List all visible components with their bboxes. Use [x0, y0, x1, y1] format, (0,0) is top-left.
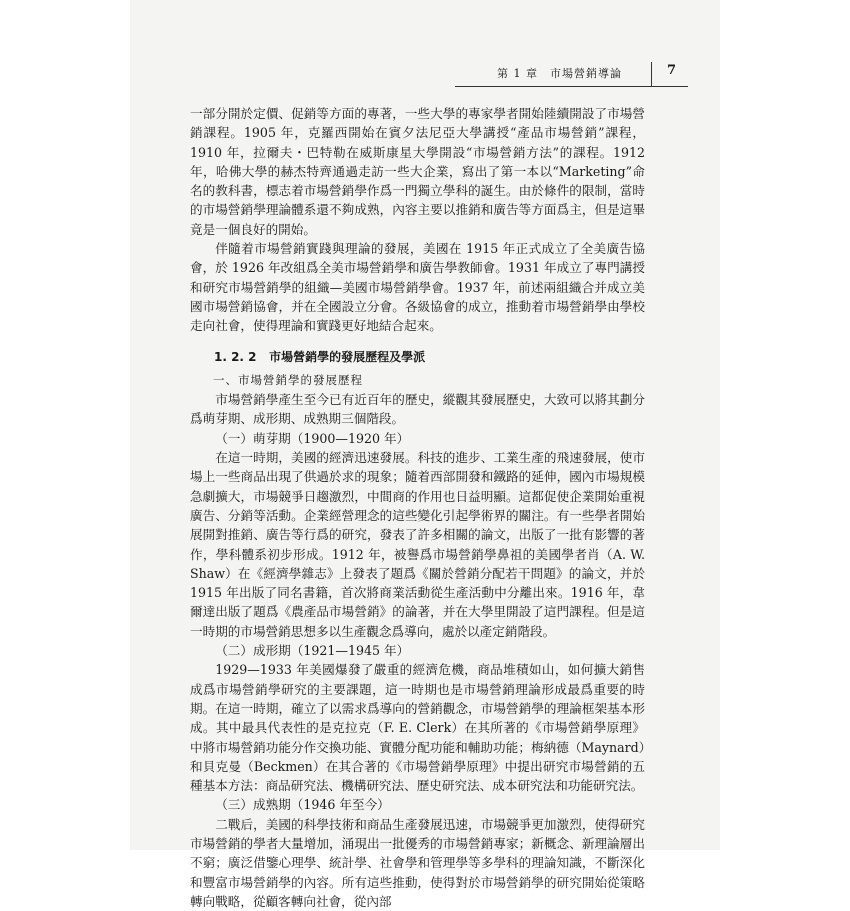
section-title: 市場營銷學的發展歷程及學派 — [269, 349, 426, 364]
section-heading — [214, 348, 645, 367]
period-heading: （二）成形期（1921—1945 年） — [215, 643, 410, 659]
running-header — [455, 62, 688, 87]
paragraph: 二戰后，美國的科學技術和商品生產發展迅速，市場競爭更加激烈，使得研究市場營銷的學者大量增加，涌現出一批優秀的市場營銷專家；新概念、新理論層出不窮；廣泛借鑒心理學、統計學、社會學和管理學等多學科的理論知識，不斷深化和豐富市場營銷學的內容。所有這些推動，使得對於市場營銷學的研究開始從策略轉向戰略，從顧客轉向社會，從內部 — [190, 816, 645, 909]
chapter-title: 第 1 章 市場營銷導論 — [497, 67, 622, 80]
paragraph: 1929—1933 年美國爆發了嚴重的經濟危機，商品堆積如山，如何擴大銷售成爲市場營銷學研究的主要課題，這一時期也是市場營銷理論形成最爲重要的時期。在這一時期，確立了以需求爲導向的營銷觀念，市場營銷學的理論框架基本形成。其中最具代表性的是克拉克（F. E. Clerk）在其所著的《市場營銷學原理》中將市場營銷功能分作交換功能、實體分配功能和輔助功能；梅納德（Maynard）和貝克曼（Beckmen）在其合著的《市場營銷學原理》中提出研究市場營銷的五種基本方法：商品研究法、機構研究法、歷史研究法、成本研究法和功能研究法。 — [190, 662, 645, 794]
subsection-heading: 一、市場營銷學的發展歷程 — [213, 372, 363, 387]
header-divider — [651, 62, 652, 86]
page-number: 7 — [666, 63, 676, 78]
paragraph: 伴隨着市場營銷實踐與理論的發展，美國在 1915 年正式成立了全美廣告協會，於 1926 年改組爲全美市場營銷學和廣告學教師會。1931 年成立了專門講授和研究市場營銷學的組織—美國市場營銷學會。1937 年，前述兩組織合并成立美國市場營銷協會，并在全國設立分會。各級協會的成立，推動着市場營銷學由學校走向社會，使得理論和實踐更好地結合起來。 — [190, 241, 645, 334]
period-heading: （一）萌芽期（1900—1920 年） — [215, 430, 410, 446]
period-heading: （三）成熟期（1946 年至今） — [215, 797, 390, 813]
section-number: 1. 2. 2 — [214, 349, 257, 364]
paragraph: 在這一時期，美國的經濟迅速發展。科技的進步、工業生產的飛速發展，使市場上一些商品出現了供過於求的現象；隨着西部開發和鐵路的延伸，國內市場規模急劇擴大，市場競爭日趨激烈，中間商的作用也日益明顯。這都促使企業開始重視廣告、分銷等活動。企業經營理念的這些變化引起學術界的關注。有一些學者開始展開對推銷、廣告等行爲的研究，發表了許多相關的論文，出版了一批有影響的著作，學科體系初步形成。1912 年，被譽爲市場營銷學鼻祖的美國學者肖（A. W. Shaw）在《經濟學雜志》上發表了題爲《關於營銷分配若干問題》的論文，并於 1915 年出版了同名書籍，首次將商業活動從生產活動中分離出來。1916 年，韋爾達出版了題爲《農產品市場營銷》的論著，并在大學里開設了這門課程。但是這一時期的市場營銷思想多以生產觀念爲導向，處於以產定銷階段。 — [190, 450, 645, 639]
paragraph: 市場營銷學產生至今已有近百年的歷史，縱觀其發展歷史，大致可以將其劃分爲萌芽期、成形期、成熟期三個階段。 — [190, 392, 645, 427]
body-text — [190, 104, 645, 911]
paragraph: 一部分開於定價、促銷等方面的專著，一些大學的專家學者開始陸續開設了市場營銷課程。1905 年，克羅西開始在賓夕法尼亞大學講授“產品市場營銷”課程，1910 年，拉爾夫・巴特勒在威斯康星大學開設“市場營銷方法”的課程。1912 年，哈佛大學的赫杰特齊通過走訪一些大企業，寫出了第一本以“Marketing”命名的教科書，標志着市場營銷學作爲一門獨立學科的誕生。由於條件的限制，當時的市場營銷學理論體系還不夠成熟，內容主要以推銷和廣告等方面爲主，但是這畢竟是一個良好的開始。 — [190, 106, 645, 237]
